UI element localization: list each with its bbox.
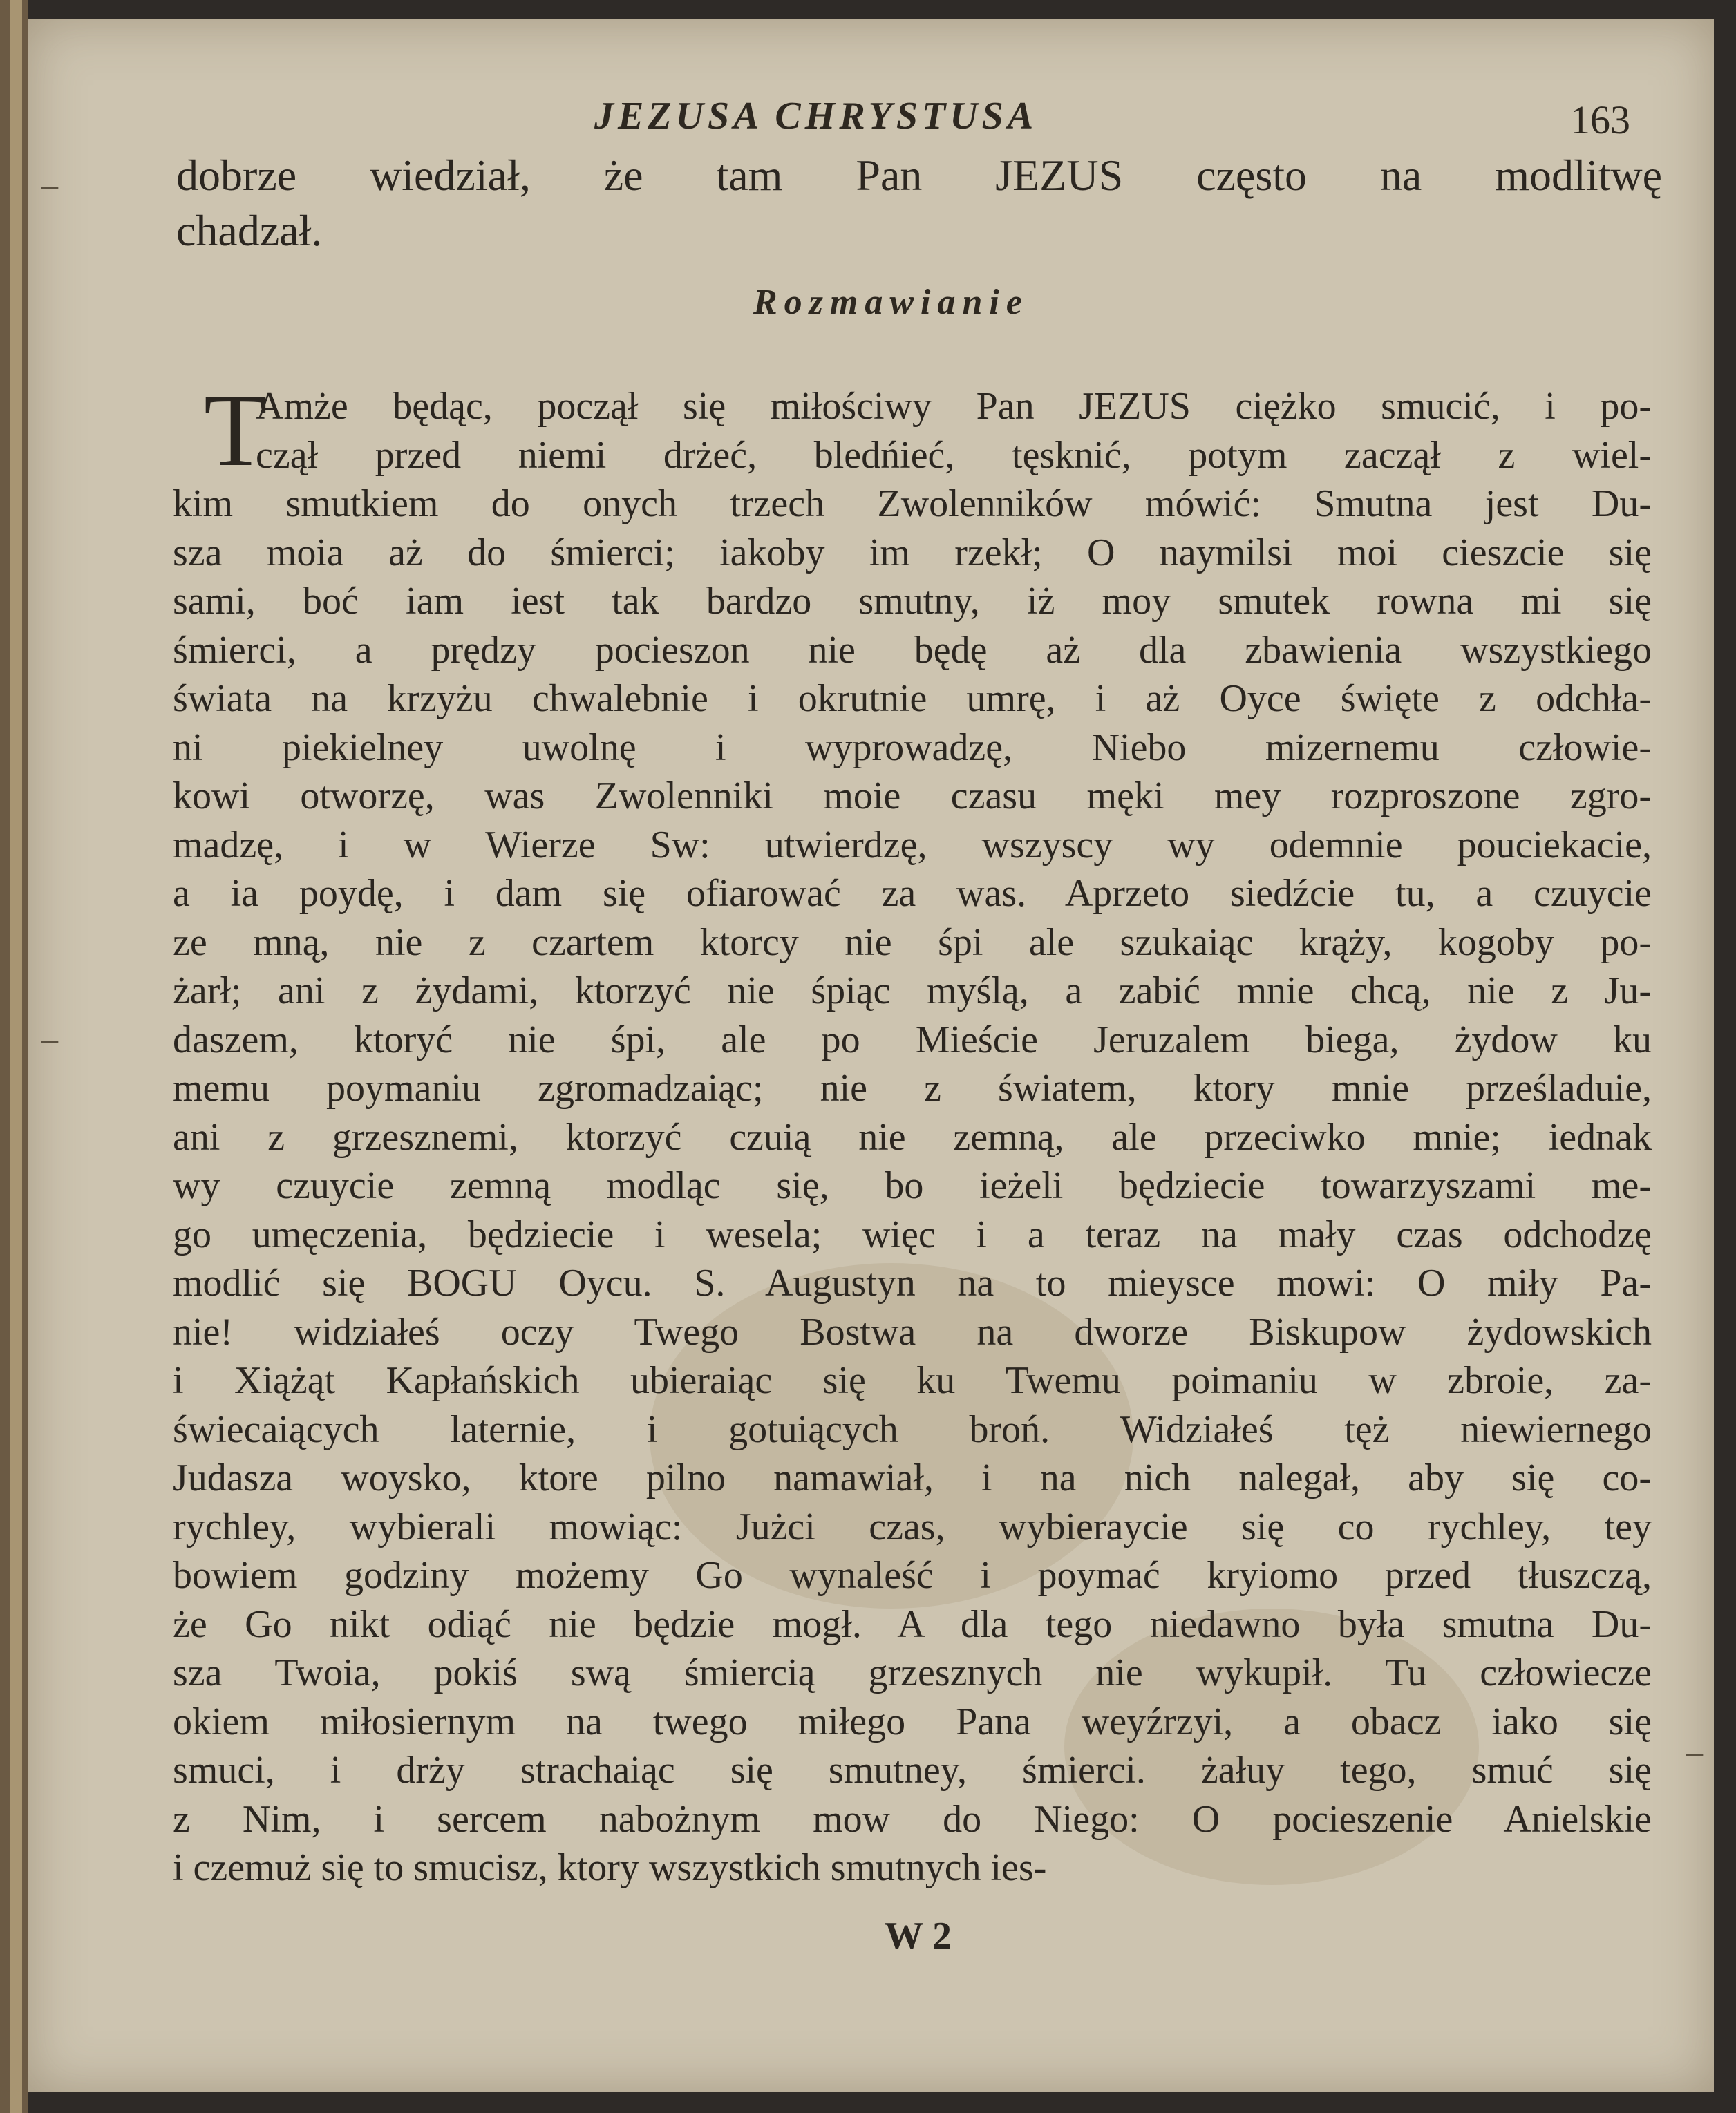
text-line: kim smutkiem do onych trzech Zwolenników mówić: Smutna jest Du- xyxy=(173,482,1652,525)
text-line: i czemuż się to smucisz, ktory wszystkich smutnych ies- xyxy=(173,1846,1047,1889)
text-line: okiem miłosiernym na twego miłego Pana weyźrzyi, a obacz iako się xyxy=(173,1700,1652,1743)
text-line: sza Twoia, pokiś swą śmiercią grzesznych nie wykupił. Tu człowiecze xyxy=(173,1651,1652,1694)
book-gutter-edge xyxy=(0,0,28,2113)
margin-mark: – xyxy=(41,1021,58,1057)
text-line: sami, boć iam iest tak bardzo smutny, iż moy smutek rowna mi się xyxy=(173,580,1652,623)
text-line: Amże będąc, począł się miłościwy Pan JEZUS ciężko smucić, i po- xyxy=(256,385,1652,428)
text-line: śmierci, a prędzy pocieszon nie będę aż dla zbawienia wszystkiego xyxy=(173,628,1652,672)
text-line: z Nim, i sercem nabożnym mow do Niego: O pocieszenie Anielskie xyxy=(173,1797,1652,1841)
page-number: 163 xyxy=(1570,97,1630,142)
previous-page-edge xyxy=(10,0,22,2113)
margin-mark: – xyxy=(41,167,58,203)
text-line: że Go nikt odiąć nie będzie mogł. A dla tego niedawno była smutna Du- xyxy=(173,1602,1652,1646)
paper-stain xyxy=(1064,1609,1479,1885)
text-line: żarł; ani z żydami, ktorzyć nie śpiąc myślą, a zabić mnie chcą, nie z Ju- xyxy=(173,969,1652,1012)
text-line: madzę, i w Wierze Sw: utwierdzę, wszyscy wy odemnie pouciekacie, xyxy=(173,823,1652,866)
text-line: Judasza woysko, ktore pilno namawiał, i na nich nalegał, aby się co- xyxy=(173,1457,1652,1499)
margin-mark: – xyxy=(1686,1734,1703,1770)
text-line: smuci, i drży strachaiąc się smutney, śmierci. żałuy tego, smuć się xyxy=(173,1749,1652,1792)
text-line: ani z grzesznemi, ktorzyć czuią nie zemną, ale przeciwko mnie; iednak xyxy=(173,1115,1652,1159)
text-line: kowi otworzę, was Zwolenniki moie czasu męki mey rozproszone zgro- xyxy=(173,775,1652,817)
text-line: czął przed niemi drżeć, bledńieć, tęsknić, potym zaczął z wiel- xyxy=(256,433,1652,477)
text-line: rychley, wybierali mowiąc: Jużci czas, wybieraycie się co rychley, tey xyxy=(173,1505,1652,1548)
text-line: sza moia aż do śmierci; iakoby im rzekł; O naymilsi moi cieszcie się xyxy=(173,531,1652,574)
text-line: wy czuycie zemną modląc się, bo ieżeli będziecie towarzyszami me- xyxy=(173,1164,1652,1207)
text-line: świecaiących laternie, i gotuiących broń. Widziałeś tęż niewiernego xyxy=(173,1408,1652,1451)
text-line: i Xiążąt Kapłańskich ubieraiąc się ku Twemu poimaniu w zbroie, za- xyxy=(173,1359,1652,1402)
text-line: ni piekielney uwolnę i wyprowadzę, Niebo mizernemu człowie- xyxy=(173,726,1652,769)
text-line: bowiem godziny możemy Go wynaleść i poymać kryiomo przed tłuszczą, xyxy=(173,1554,1652,1597)
text-line: modlić się BOGU Oycu. S. Augustyn na to mieysce mowi: O miły Pa- xyxy=(173,1262,1652,1305)
text-line: daszem, ktoryć nie śpi, ale po Mieście Jeruzalem biega, żydow ku xyxy=(173,1018,1652,1061)
text-line: memu poymaniu zgromadzaiąc; nie z światem, ktory mnie prześladuie, xyxy=(173,1067,1652,1110)
text-line: świata na krzyżu chwalebnie i okrutnie umrę, i aż Oyce święte z odchła- xyxy=(173,677,1652,720)
text-line: go umęczenia, będziecie i wesela; więc i a teraz na mały czas odchodzę xyxy=(173,1213,1652,1256)
running-title: JEZUSA CHRYSTUSA xyxy=(594,95,1038,138)
text-line: ze mną, nie z czartem ktorcy nie śpi ale szukaiąc krąży, kogoby po- xyxy=(173,920,1652,964)
book-page xyxy=(28,19,1714,2092)
text-line: a ia poydę, i dam się ofiarować za was. Aprzeto siedźcie tu, a czuycie xyxy=(173,872,1652,915)
catchword: W 2 xyxy=(885,1915,952,1958)
text-line: nie! widziałeś oczy Twego Bostwa na dworze Biskupow żydowskich xyxy=(173,1310,1652,1354)
section-title: Rozmawianie xyxy=(753,283,1029,322)
text-line: chadzał. xyxy=(176,206,323,255)
text-line: dobrze wiedział, że tam Pan JEZUS często na modlitwę xyxy=(176,151,1662,200)
dropcap: T xyxy=(204,373,267,488)
